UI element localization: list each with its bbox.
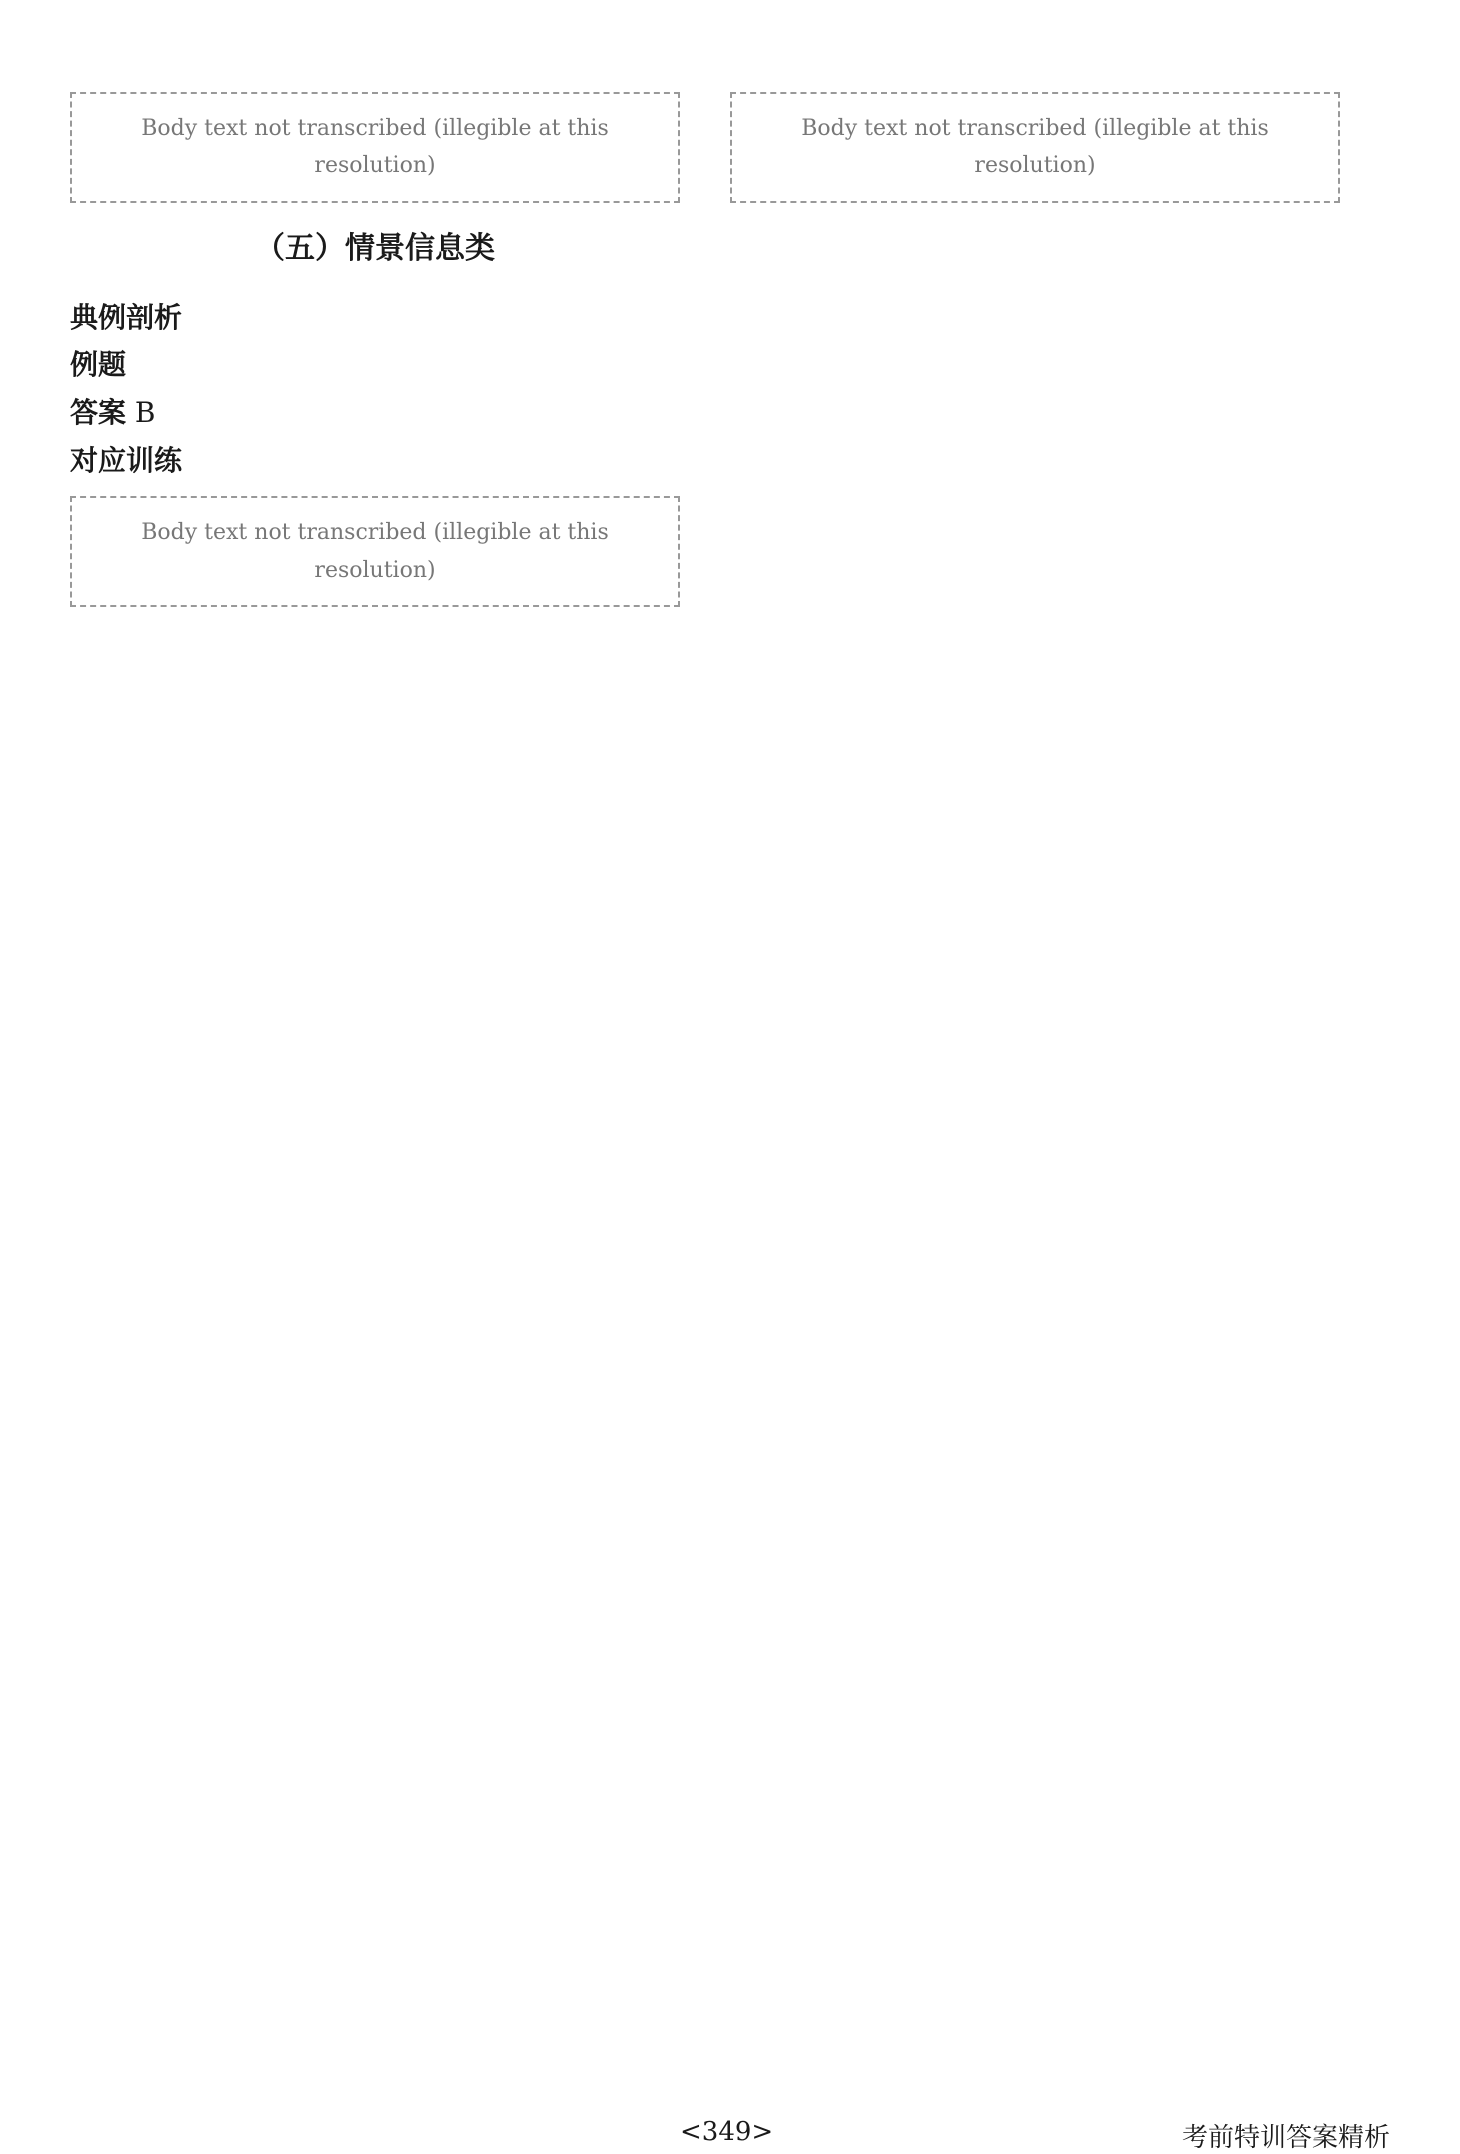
right-placeholder: Body text not transcribed (illegible at this resolution) xyxy=(730,92,1340,203)
page-number: <349> xyxy=(680,2117,774,2147)
answer-label: 答案 xyxy=(70,395,127,429)
answer-value: B xyxy=(134,395,156,429)
example-label: 例题 xyxy=(70,348,127,382)
left-bottom-placeholder: Body text not transcribed (illegible at this resolution) xyxy=(70,496,680,607)
section-heading: （五）情景信息类 xyxy=(255,230,495,266)
training-label: 对应训练 xyxy=(70,443,183,477)
typical-analysis-label: 典例剖析 xyxy=(70,300,183,334)
left-column xyxy=(70,80,680,2060)
footer-title: 考前特训答案精析 xyxy=(1181,2123,1390,2153)
right-column xyxy=(730,80,1340,2060)
left-top-placeholder: Body text not transcribed (illegible at this resolution) xyxy=(70,92,680,203)
answer-line xyxy=(70,389,680,437)
